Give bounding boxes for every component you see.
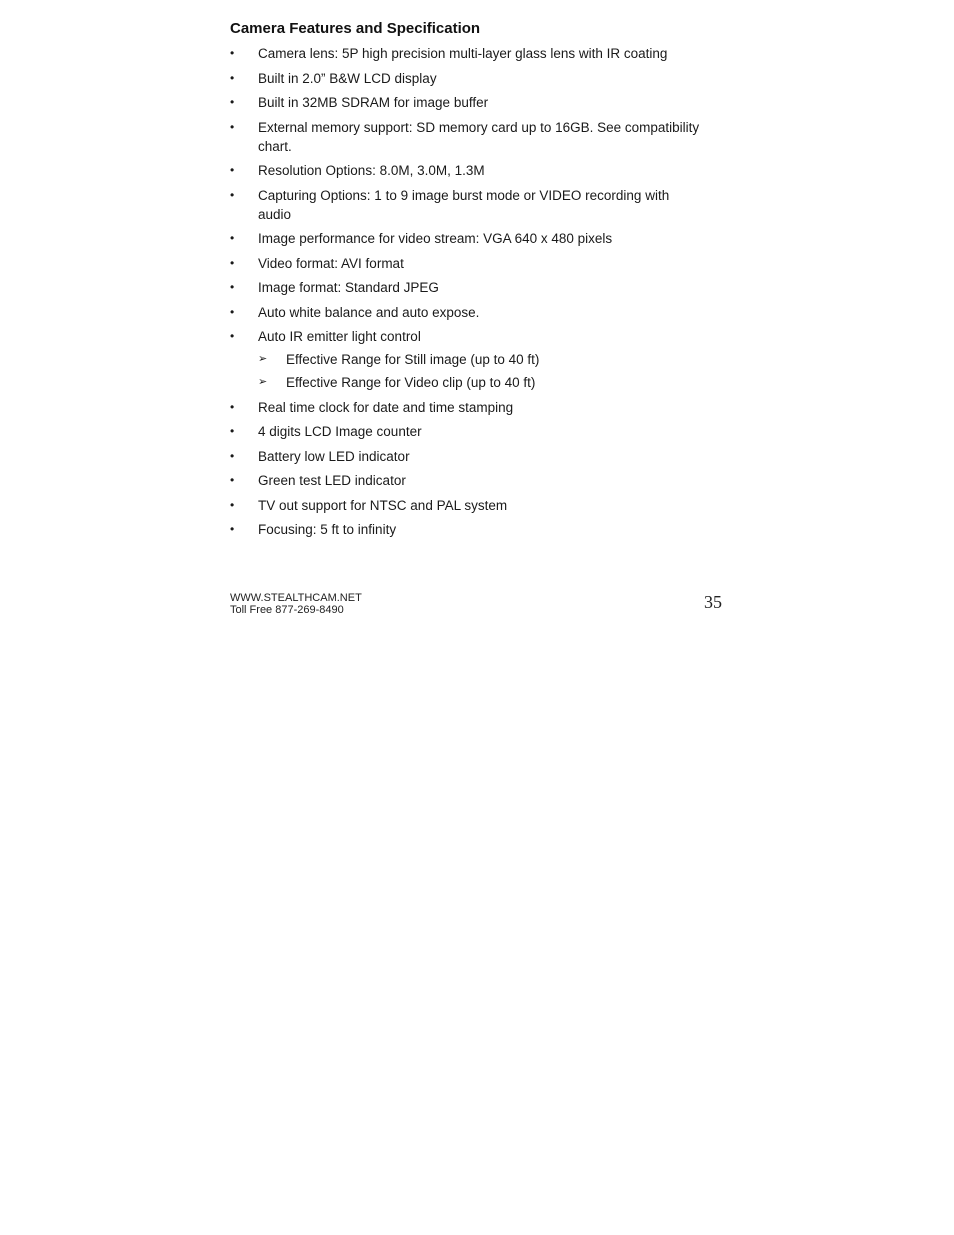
feature-text: External memory support: SD memory card up to 16GB. See compatibility chart.	[258, 119, 700, 154]
feature-text: Resolution Options: 8.0M, 3.0M, 1.3M	[258, 163, 485, 178]
sub-item-text: Effective Range for Still image (up to 40 ft)	[286, 352, 540, 367]
sub-item	[258, 350, 705, 369]
feature-text: Built in 32MB SDRAM for image buffer	[258, 95, 489, 110]
feature-text: Image performance for video stream: VGA 640 x 480 pixels	[258, 231, 613, 246]
feature-text: Focusing: 5 ft to infinity	[258, 522, 397, 537]
arrow-bullet-icon: ➢	[258, 376, 268, 388]
feature-item-ir-control	[230, 327, 705, 392]
bullet-icon: •	[230, 163, 235, 177]
bullet-icon: •	[230, 304, 235, 319]
feature-item	[230, 447, 705, 466]
feature-text: Camera lens: 5P high precision multi-layer glass lens with IR coating	[258, 46, 668, 61]
bullet-icon: •	[230, 329, 235, 343]
page-number: 35	[704, 592, 722, 612]
footer-phone: Toll Free 877-269-8490	[230, 604, 344, 616]
feature-text: Image format: Standard JPEG	[258, 280, 439, 295]
bullet-icon: •	[230, 399, 235, 414]
feature-text: Real time clock for date and time stamping	[258, 399, 514, 415]
section-heading: Camera Features and Specification	[230, 20, 481, 37]
feature-text: Built in 2.0” B&W LCD display	[258, 70, 437, 86]
footer-website: WWW.STEALTHCAM.NET	[230, 592, 362, 604]
feature-item	[230, 520, 705, 539]
bullet-icon: •	[230, 497, 235, 512]
bullet-icon: •	[230, 119, 235, 134]
arrow-bullet-icon: ➢	[258, 353, 268, 365]
feature-item	[230, 44, 705, 63]
bullet-icon: •	[230, 46, 235, 60]
feature-list	[230, 44, 705, 545]
feature-item	[230, 229, 705, 248]
bullet-icon: •	[230, 280, 235, 294]
feature-item	[230, 161, 705, 180]
feature-item	[230, 278, 705, 297]
feature-text: Auto white balance and auto expose.	[258, 304, 480, 320]
feature-item	[230, 93, 705, 112]
bullet-icon: •	[230, 95, 235, 109]
feature-text: 4 digits LCD Image counter	[258, 424, 422, 439]
footer-contact	[230, 592, 362, 616]
feature-item	[230, 186, 705, 224]
heading-container	[230, 19, 710, 37]
sub-item-text: Effective Range for Video clip (up to 40 ft)	[286, 375, 536, 390]
feature-text: Green test LED indicator	[258, 473, 406, 488]
feature-item	[230, 496, 705, 515]
feature-item	[230, 422, 705, 441]
bullet-icon: •	[230, 448, 235, 463]
feature-item	[230, 303, 705, 322]
bullet-icon: •	[230, 255, 235, 270]
bullet-icon: •	[230, 231, 235, 245]
ir-range-sublist	[258, 350, 705, 392]
bullet-icon: •	[230, 522, 235, 536]
feature-text: Battery low LED indicator	[258, 448, 410, 464]
bullet-icon: •	[230, 187, 235, 202]
feature-item	[230, 471, 705, 490]
bullet-icon: •	[230, 473, 235, 487]
sub-item	[258, 373, 705, 392]
feature-text: Capturing Options: 1 to 9 image burst mode or VIDEO recording with audio	[258, 187, 670, 222]
feature-item	[230, 118, 705, 156]
feature-item	[230, 254, 705, 273]
bullet-icon: •	[230, 70, 235, 85]
feature-text: Auto IR emitter light control	[258, 329, 421, 344]
bullet-icon: •	[230, 424, 235, 438]
feature-text: TV out support for NTSC and PAL system	[258, 497, 508, 513]
feature-item	[230, 398, 705, 417]
feature-item	[230, 69, 705, 88]
feature-text: Video format: AVI format	[258, 255, 404, 271]
